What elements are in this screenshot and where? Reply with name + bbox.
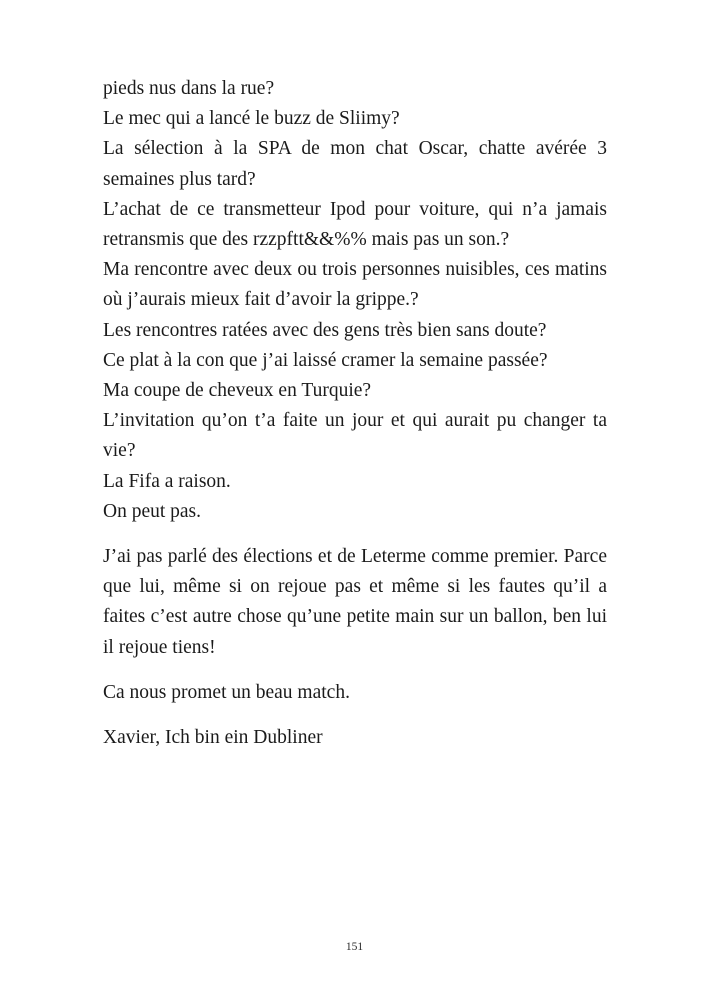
body-line: L’invitation qu’on t’a faite un jour et qui aurait pu changer ta vie?: [103, 410, 607, 462]
body-line: On peut pas.: [103, 500, 202, 522]
body-line: La Fifa a raison.: [103, 470, 231, 492]
paragraph-match: Ca nous promet un beau match.: [103, 681, 350, 703]
page-number: 151: [345, 941, 364, 953]
paragraph-spacer: [103, 527, 607, 542]
body-line: pieds nus dans la rue?: [103, 78, 275, 99]
paragraph-leterme: J’ai pas parlé des élections et de Leterme comme premier. Parce que lui, même si on rejoue pas et même si les fautes qu’il a faites c’est autre chose qu’une petite main sur un ballon, ben lui il rejoue tiens!: [103, 546, 607, 658]
signature: Xavier, Ich bin ein Dubliner: [103, 727, 323, 749]
body-line: Le mec qui a lancé le buzz de Sliimy?: [103, 108, 400, 130]
body-text-column: [103, 74, 607, 753]
body-line: Les rencontres ratées avec des gens très bien sans doute?: [103, 319, 547, 341]
body-line: La sélection à la SPA de mon chat Oscar, chatte avérée 3 semaines plus tard?: [103, 138, 607, 190]
paragraph-spacer: [103, 663, 607, 678]
body-line: Ce plat à la con que j’ai laissé cramer la semaine passée?: [103, 349, 548, 371]
paragraph-spacer: [103, 708, 607, 723]
body-line: Ma rencontre avec deux ou trois personnes nuisibles, ces matins où j’aurais mieux fait d’avoir la grippe.?: [103, 259, 607, 311]
body-line: L’achat de ce transmetteur Ipod pour voiture, qui n’a jamais retransmis que des rzzpftt&&%% mais pas un son.?: [103, 198, 607, 251]
list-block: [103, 74, 607, 527]
body-line: Ma coupe de cheveux en Turquie?: [103, 380, 372, 402]
